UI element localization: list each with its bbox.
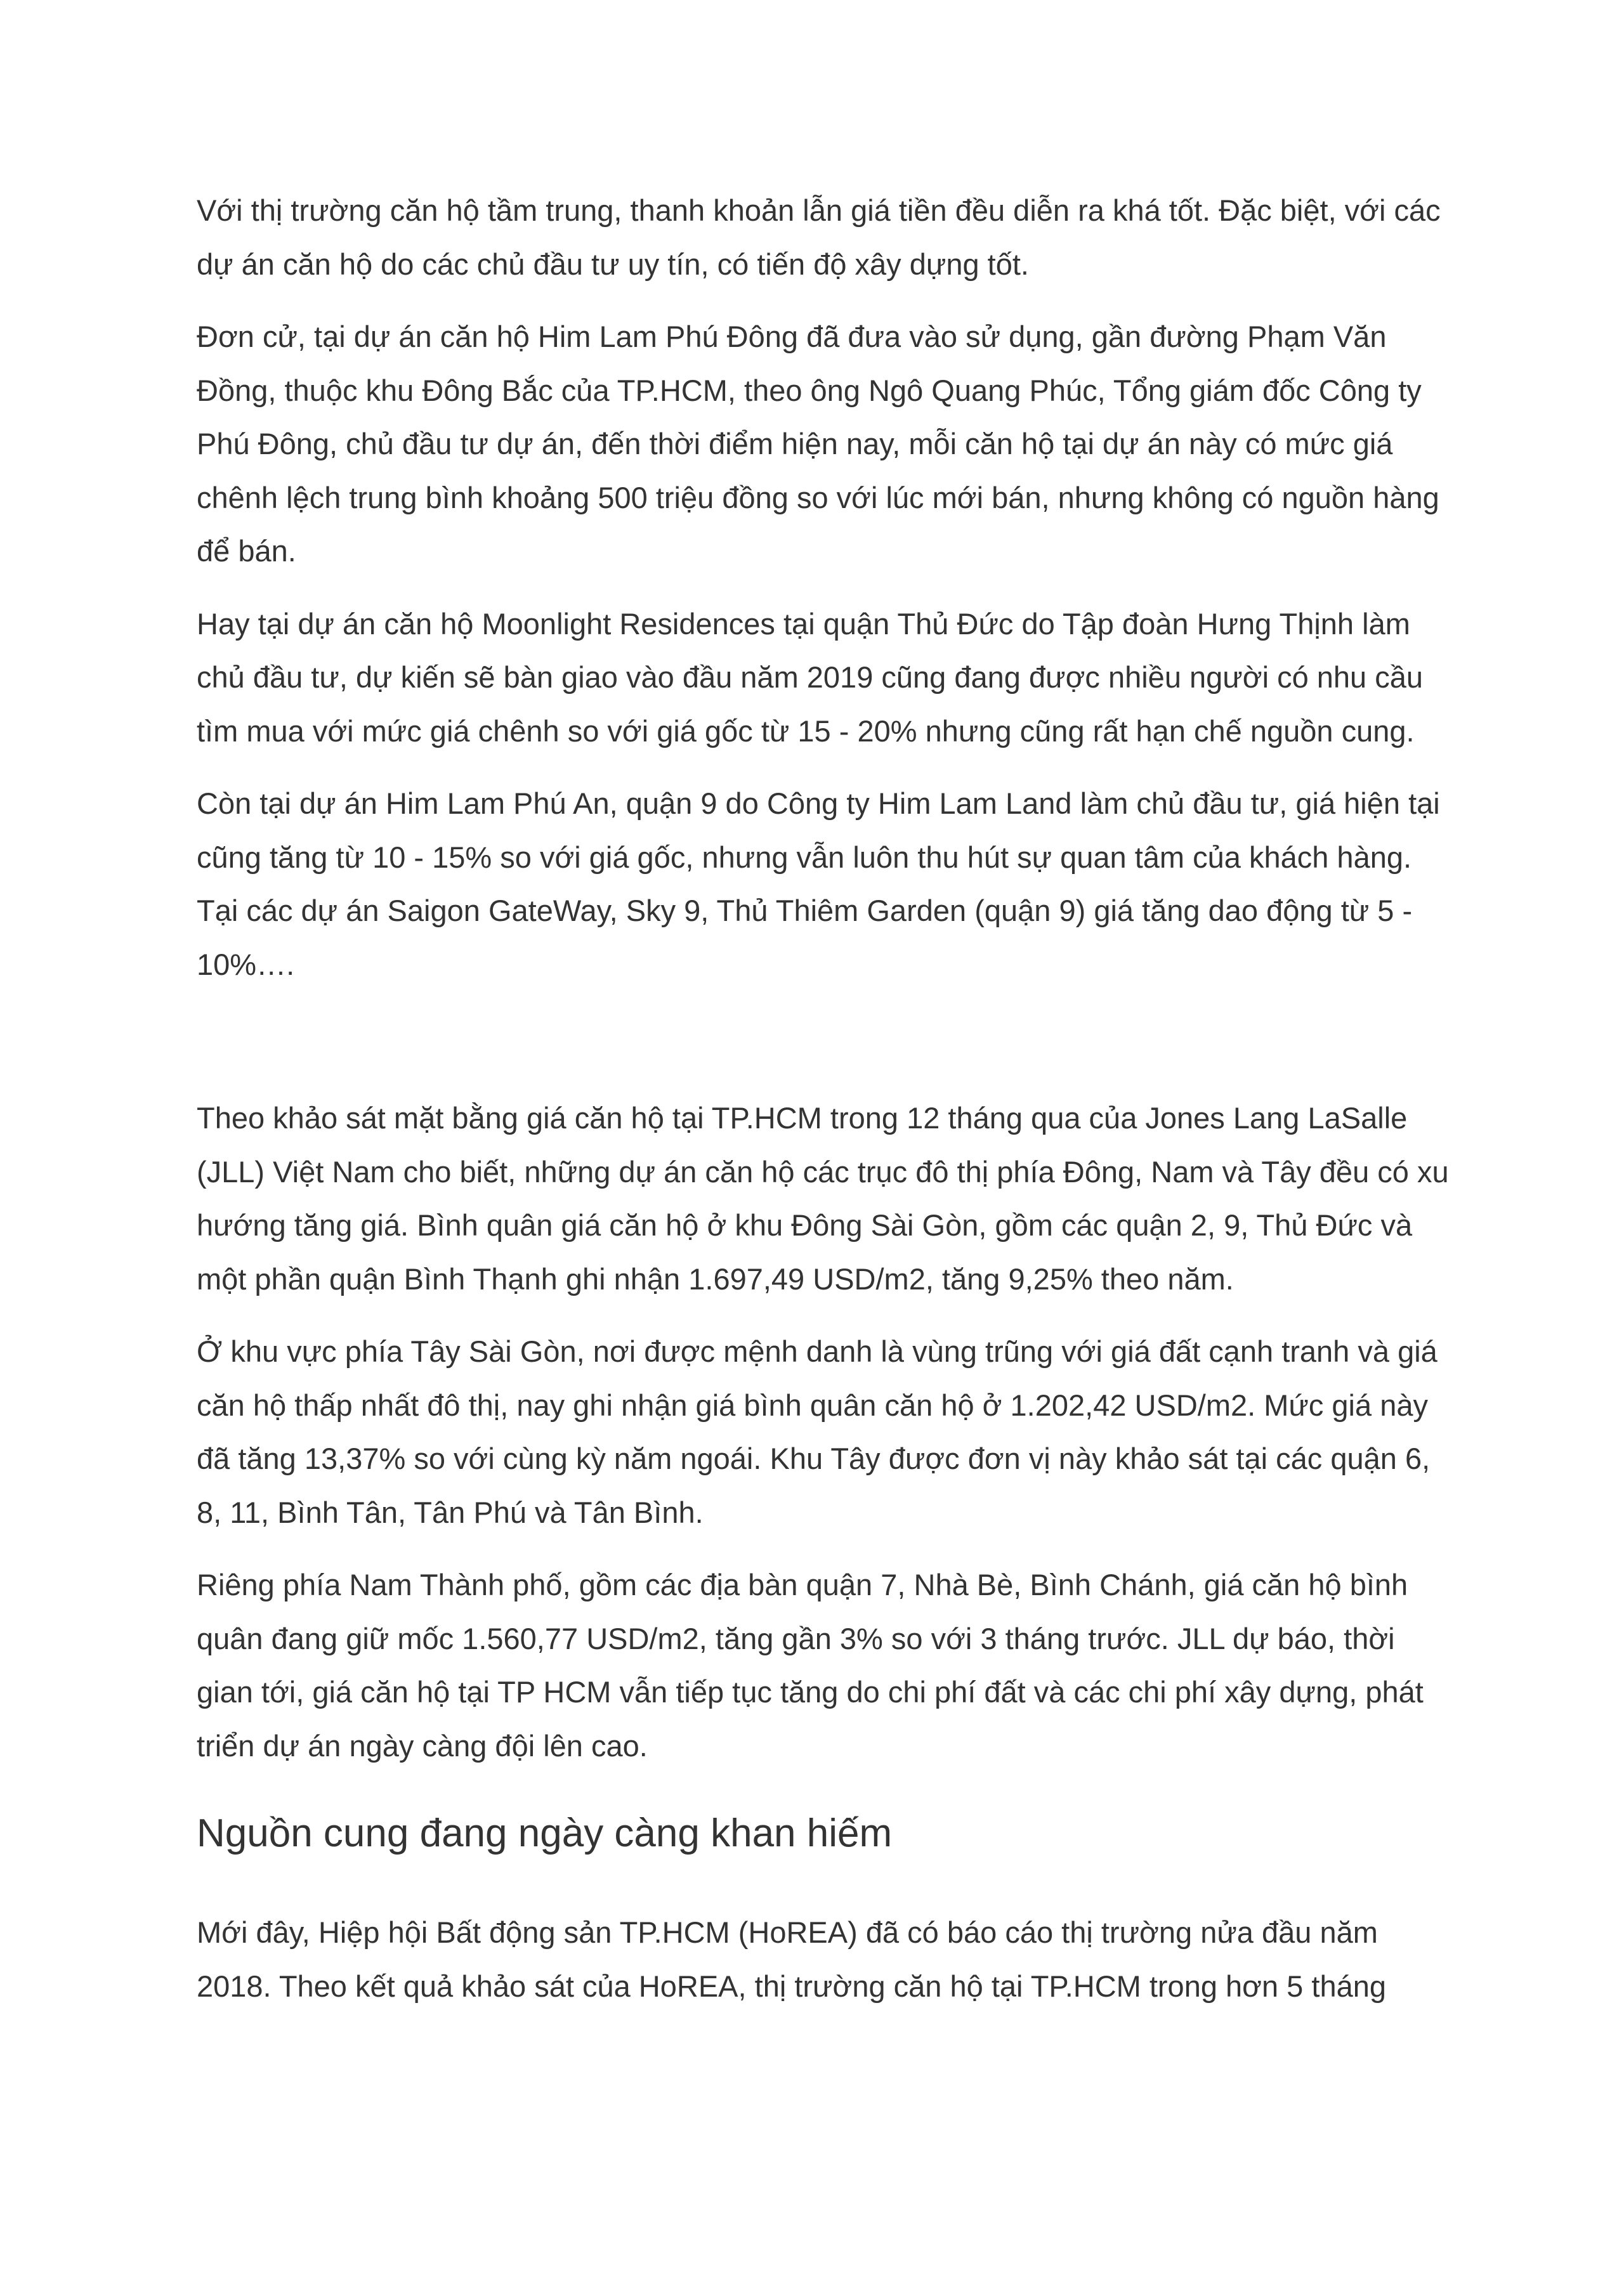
- section-heading: Nguồn cung đang ngày càng khan hiếm: [197, 1811, 893, 1855]
- document-page: [197, 184, 1459, 2032]
- paragraph-west-saigon: Ở khu vực phía Tây Sài Gòn, nơi được mệnh danh là vùng trũng với giá đất cạnh tranh và giá căn hộ thấp nhất đô thị, nay ghi nhận giá bình quân căn hộ ở 1.202,42 USD/m2. Mức giá này đã tăng 13,37% so với cùng kỳ năm ngoái. Khu Tây được đơn vị này khảo sát tại các quận 6, 8, 11, Bình Tân, Tân Phú và Tân Bình.: [197, 1334, 1437, 1529]
- paragraph-midrange-market: Với thị trường căn hộ tầm trung, thanh khoản lẫn giá tiền đều diễn ra khá tốt. Đặc biệt, với các dự án căn hộ do các chủ đầu tư uy tín, có tiến độ xây dựng tốt.: [197, 193, 1441, 281]
- paragraph-south-city: Riêng phía Nam Thành phố, gồm các địa bàn quận 7, Nhà Bè, Bình Chánh, giá căn hộ bình quân đang giữ mốc 1.560,77 USD/m2, tăng gần 3% so với 3 tháng trước. JLL dự báo, thời gian tới, giá căn hộ tại TP HCM vẫn tiếp tục tăng do chi phí đất và các chi phí xây dựng, phát triển dự án ngày càng đội lên cao.: [197, 1568, 1424, 1763]
- paragraph-him-lam-phu-dong: Đơn cử, tại dự án căn hộ Him Lam Phú Đông đã đưa vào sử dụng, gần đường Phạm Văn Đồng, thuộc khu Đông Bắc của TP.HCM, theo ông Ngô Quang Phúc, Tổng giám đốc Công ty Phú Đông, chủ đầu tư dự án, đến thời điểm hiện nay, mỗi căn hộ tại dự án này có mức giá chênh lệch trung bình khoảng 500 triệu đồng so với lúc mới bán, nhưng không có nguồn hàng để bán.: [197, 320, 1439, 568]
- paragraph-horea-report: Mới đây, Hiệp hội Bất động sản TP.HCM (HoREA) đã có báo cáo thị trường nửa đầu năm 2018. Theo kết quả khảo sát của HoREA, thị trường căn hộ tại TP.HCM trong hơn 5 tháng: [197, 1915, 1386, 2003]
- paragraph-moonlight-residences: Hay tại dự án căn hộ Moonlight Residences tại quận Thủ Đức do Tập đoàn Hưng Thịnh làm chủ đầu tư, dự kiến sẽ bàn giao vào đầu năm 2019 cũng đang được nhiều người có nhu cầu tìm mua với mức giá chênh so với giá gốc từ 15 - 20% nhưng cũng rất hạn chế nguồn cung.: [197, 606, 1424, 748]
- paragraph-him-lam-phu-an: Còn tại dự án Him Lam Phú An, quận 9 do Công ty Him Lam Land làm chủ đầu tư, giá hiện tại cũng tăng từ 10 - 15% so với giá gốc, nhưng vẫn luôn thu hút sự quan tâm của khách hàng. Tại các dự án Saigon GateWay, Sky 9, Thủ Thiêm Garden (quận 9) giá tăng dao động từ 5 - 10%….: [197, 786, 1440, 981]
- paragraph-jll-survey: Theo khảo sát mặt bằng giá căn hộ tại TP.HCM trong 12 tháng qua của Jones Lang LaSalle (JLL) Việt Nam cho biết, những dự án căn hộ các trục đô thị phía Đông, Nam và Tây đều có xu hướng tăng giá. Bình quân giá căn hộ ở khu Đông Sài Gòn, gồm các quận 2, 9, Thủ Đức và một phần quận Bình Thạnh ghi nhận 1.697,49 USD/m2, tăng 9,25% theo năm.: [197, 1101, 1449, 1296]
